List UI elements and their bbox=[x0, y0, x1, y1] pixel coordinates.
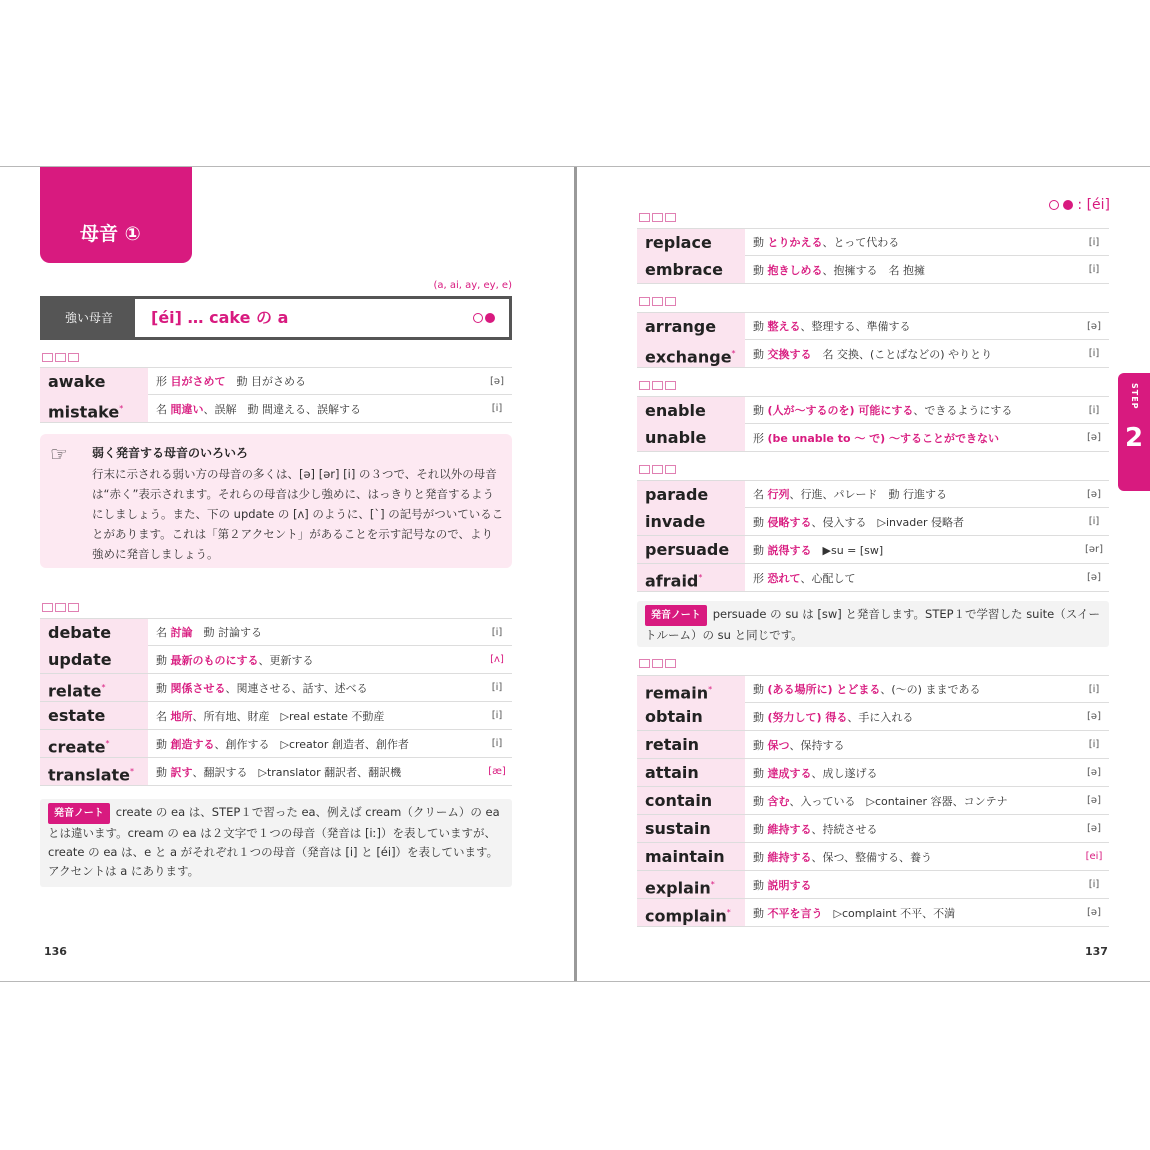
pronunciation-note bbox=[40, 799, 512, 887]
step-tab-label: STEP bbox=[1130, 383, 1139, 410]
weak-vowel-pron: [i] bbox=[491, 738, 503, 749]
meaning: 形 目がさめて 動 目がさめる bbox=[156, 375, 306, 388]
spelling-variants: (a, ai, ay, ey, e) bbox=[433, 280, 512, 291]
weak-vowel-pron: [ə] bbox=[1087, 572, 1101, 583]
word-row bbox=[40, 646, 512, 674]
headword: attain bbox=[637, 759, 745, 786]
meaning: 動 保つ、保持する bbox=[753, 738, 845, 752]
meaning: 動 説得する ▶su = [sw] bbox=[753, 543, 884, 557]
weak-vowel-pron: [ə] bbox=[1087, 711, 1101, 722]
meaning: 動 とりかえる、とって代わる bbox=[753, 236, 900, 249]
chapter-title: 母音 ① bbox=[80, 223, 141, 245]
word-row bbox=[637, 424, 1109, 452]
checkbox-group[interactable] bbox=[639, 465, 676, 474]
word-row bbox=[637, 564, 1109, 592]
pronunciation-note-label: 発音ノート bbox=[48, 803, 110, 824]
headword: persuade bbox=[637, 536, 745, 563]
word-list bbox=[637, 228, 1109, 284]
strong-vowel-text: [éi] … cake の a bbox=[151, 308, 289, 327]
star-mark: * bbox=[101, 683, 106, 692]
left-page bbox=[0, 167, 574, 981]
word-row bbox=[637, 815, 1109, 843]
headword: sustain bbox=[637, 815, 745, 842]
weak-vowel-pron: [i] bbox=[491, 682, 503, 693]
word-row bbox=[40, 758, 512, 786]
headword: contain bbox=[637, 787, 745, 814]
word-row bbox=[40, 395, 512, 423]
checkbox-group[interactable] bbox=[639, 297, 676, 306]
word-row bbox=[637, 340, 1109, 368]
meaning: 動 (努力して) 得る、手に入れる bbox=[753, 710, 914, 724]
headword: retain bbox=[637, 731, 745, 758]
meaning: 形 恐れて、心配して bbox=[753, 571, 856, 585]
headword: arrange bbox=[637, 313, 745, 340]
meaning: 名 行列、行進、パレード 動 行進する bbox=[753, 488, 947, 501]
strong-vowel-label: 強い母音 bbox=[43, 299, 135, 337]
meaning: 動 説明する bbox=[753, 878, 812, 892]
headword: awake bbox=[40, 368, 148, 395]
word-row bbox=[637, 759, 1109, 787]
strong-dot-icon bbox=[1063, 200, 1073, 210]
pronunciation-note bbox=[637, 601, 1109, 647]
word-row bbox=[637, 536, 1109, 564]
weak-vowel-pron: [i] bbox=[1088, 683, 1100, 695]
meaning: 動 維持する、持続させる bbox=[753, 822, 878, 836]
page-number: 137 bbox=[1085, 945, 1108, 958]
sound-header-text: : [éi] bbox=[1077, 197, 1110, 213]
word-row bbox=[637, 675, 1109, 703]
checkbox-group[interactable] bbox=[639, 659, 676, 668]
checkbox-group[interactable] bbox=[42, 353, 79, 362]
weak-vowel-pron: [ə] bbox=[1087, 320, 1101, 332]
meaning: 動 維持する、保つ、整備する、養う bbox=[753, 850, 933, 864]
word-list bbox=[637, 312, 1109, 368]
right-page bbox=[577, 167, 1150, 981]
star-mark: * bbox=[130, 767, 135, 776]
meaning: 動 達成する、成し遂げる bbox=[753, 766, 878, 780]
pronunciation-note-text: create の ea は、STEP１で習った ea、例えば cream（クリーム）の ea とは違います。cream の ea は２文字で１つの母音（発音は [iː]）を表していますが、create の ea は、e と a がそれぞれ１つの母音（発音は [i] と [éi]）を表しています。アクセントは a にあります。 bbox=[48, 805, 500, 878]
headword: obtain bbox=[637, 703, 745, 730]
pronunciation-note-label: 発音ノート bbox=[645, 605, 707, 626]
meaning: 名 地所、所有地、財産 ▷real estate 不動産 bbox=[156, 709, 385, 723]
word-row bbox=[637, 396, 1109, 424]
meaning: 名 討論 動 討論する bbox=[156, 626, 262, 639]
page-number: 136 bbox=[44, 945, 67, 958]
headword: remain* bbox=[637, 676, 745, 703]
weak-vowel-pron: [i] bbox=[1088, 516, 1100, 527]
weak-vowel-pron: [i] bbox=[1088, 739, 1100, 750]
star-mark: * bbox=[708, 684, 713, 694]
step-tab-number: 2 bbox=[1124, 423, 1144, 453]
meaning: 動 (ある場所に) とどまる、(～の) ままである bbox=[753, 683, 981, 696]
word-list bbox=[637, 675, 1109, 927]
stress-dots-icon bbox=[473, 313, 495, 323]
meaning: 動 抱きしめる、抱擁する 名 抱擁 bbox=[753, 263, 925, 277]
word-row bbox=[40, 618, 512, 646]
word-row bbox=[637, 256, 1109, 284]
checkbox-group[interactable] bbox=[639, 213, 676, 222]
headword: translate* bbox=[40, 758, 148, 785]
weak-vowel-pron: [ə] bbox=[1087, 907, 1101, 918]
weak-vowel-pron: [i] bbox=[1088, 264, 1100, 275]
meaning: 動 整える、整理する、準備する bbox=[753, 320, 911, 333]
meaning: 動 訳す、翻訳する ▷translator 翻訳者、翻訳機 bbox=[156, 765, 402, 779]
weak-vowel-pron: [ər] bbox=[1084, 544, 1104, 555]
meaning: 動 (人が～するのを) 可能にする、できるようにする bbox=[753, 404, 1013, 417]
headword: exchange* bbox=[637, 340, 745, 367]
strong-vowel-box bbox=[40, 296, 512, 340]
weak-vowel-pron: [i] bbox=[491, 626, 503, 638]
word-list bbox=[40, 367, 512, 423]
meaning: 動 不平を言う ▷complaint 不平、不満 bbox=[753, 906, 956, 920]
meaning: 動 侵略する、侵入する ▷invader 侵略者 bbox=[753, 515, 965, 529]
weak-vowel-pron: [æ] bbox=[488, 766, 506, 777]
word-row bbox=[637, 480, 1109, 508]
weak-vowel-pron: [i] bbox=[491, 403, 503, 414]
word-row bbox=[40, 702, 512, 730]
meaning: 動 関係させる、関連させる、話す、述べる bbox=[156, 681, 368, 695]
weak-vowel-pron: [ei] bbox=[1085, 851, 1103, 862]
word-list bbox=[40, 618, 512, 786]
star-mark: * bbox=[698, 573, 703, 582]
weak-vowel-pron: [ə] bbox=[1087, 767, 1101, 778]
checkbox-group[interactable] bbox=[639, 381, 676, 390]
pronunciation-note-text: persuade の su は [sw] と発音します。STEP１で学習した suite（スイートルーム）の su と同じです。 bbox=[645, 607, 1101, 642]
headword: unable bbox=[637, 424, 745, 451]
word-row bbox=[637, 731, 1109, 759]
headword: create* bbox=[40, 730, 148, 757]
word-row bbox=[637, 871, 1109, 899]
meaning: 動 含む、入っている ▷container 容器、コンテナ bbox=[753, 794, 1008, 808]
weak-vowel-pron: [i] bbox=[1088, 348, 1100, 359]
headword: maintain bbox=[637, 843, 745, 870]
headword: embrace bbox=[637, 256, 745, 283]
tip-note-body: 行末に示される弱い方の母音の多くは、[ə] [ər] [i] の３つで、それ以外の母音は“赤く”表示されます。それらの母音は少し強めに、はっきりと発音するようにしましょう。また、下の update の [ʌ] のように、[ˋ] の記号がついていることがあります。これは「第２アクセント」があることを示す記号なので、より強めに発音しましょう。 bbox=[92, 467, 504, 561]
star-mark: * bbox=[710, 880, 715, 889]
checkbox-group[interactable] bbox=[42, 603, 79, 612]
weak-vowel-pron: [i] bbox=[1088, 879, 1100, 890]
word-list bbox=[637, 396, 1109, 452]
meaning: 動 交換する 名 交換、(ことばなどの) やりとり bbox=[753, 347, 993, 361]
weak-vowel-pron: [i] bbox=[1088, 404, 1100, 416]
weak-dot-icon bbox=[1049, 200, 1059, 210]
word-row bbox=[40, 367, 512, 395]
weak-vowel-pron: [ʌ] bbox=[490, 654, 504, 665]
weak-vowel-pron: [ə] bbox=[1087, 795, 1101, 806]
weak-vowel-pron: [i] bbox=[1088, 236, 1100, 248]
word-row bbox=[40, 674, 512, 702]
headword: explain* bbox=[637, 871, 745, 898]
star-mark: * bbox=[726, 908, 731, 917]
meaning: 名 間違い、誤解 動 間違える、誤解する bbox=[156, 402, 361, 416]
book-spread bbox=[0, 166, 1150, 982]
star-mark: * bbox=[119, 404, 124, 413]
word-row bbox=[637, 703, 1109, 731]
step-tab[interactable] bbox=[1118, 373, 1150, 491]
headword: invade bbox=[637, 508, 745, 535]
pointing-hand-icon: ☞ bbox=[50, 442, 68, 466]
meaning: 形 (be unable to ～ で) ～することができない bbox=[753, 431, 1000, 445]
weak-vowel-pron: [ə] bbox=[490, 375, 504, 387]
tip-note bbox=[40, 434, 512, 568]
word-row bbox=[637, 787, 1109, 815]
meaning: 動 創造する、創作する ▷creator 創造者、創作者 bbox=[156, 737, 409, 751]
word-row bbox=[637, 228, 1109, 256]
chapter-title-tab bbox=[40, 167, 192, 263]
weak-vowel-pron: [ə] bbox=[1087, 823, 1101, 834]
headword: parade bbox=[637, 481, 745, 508]
tip-note-title: 弱く発音する母音のいろいろ bbox=[92, 446, 249, 460]
word-list bbox=[637, 480, 1109, 592]
word-row bbox=[637, 312, 1109, 340]
star-mark: * bbox=[731, 349, 736, 358]
headword: enable bbox=[637, 397, 745, 424]
sound-header bbox=[1049, 197, 1110, 213]
headword: replace bbox=[637, 229, 745, 256]
meaning: 動 最新のものにする、更新する bbox=[156, 653, 314, 667]
weak-vowel-pron: [ə] bbox=[1087, 488, 1101, 500]
weak-vowel-pron: [i] bbox=[491, 710, 503, 721]
headword: mistake* bbox=[40, 395, 148, 422]
headword: debate bbox=[40, 619, 148, 646]
headword: relate* bbox=[40, 674, 148, 701]
weak-vowel-pron: [ə] bbox=[1087, 432, 1101, 443]
headword: complain* bbox=[637, 899, 745, 926]
word-row bbox=[637, 899, 1109, 927]
headword: estate bbox=[40, 702, 148, 729]
word-row bbox=[40, 730, 512, 758]
word-row bbox=[637, 843, 1109, 871]
headword: update bbox=[40, 646, 148, 673]
word-row bbox=[637, 508, 1109, 536]
headword: afraid* bbox=[637, 564, 745, 591]
star-mark: * bbox=[105, 739, 110, 748]
